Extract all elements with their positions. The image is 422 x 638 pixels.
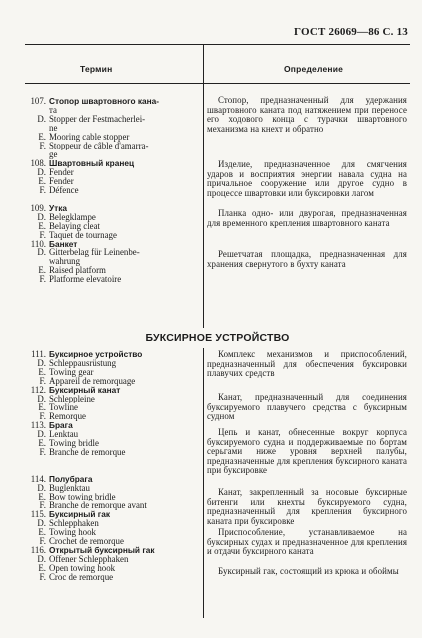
terms-table — [25, 44, 410, 618]
translation-text: Remorque — [49, 412, 86, 422]
translation-text: Fender — [49, 168, 74, 178]
language-code: D. — [37, 168, 46, 178]
definition-108: Изделие, предназначенное для смягчения ударов и восприятия энергии навала судна на причальное сооружение или другое судно в процессе швартовки или буксировки лагом — [207, 159, 407, 198]
definition-110: Решетчатая площадка, предназначенная для хранения свернутого в бухту каната — [207, 249, 407, 269]
term-entry — [25, 350, 200, 359]
translation-text: Belegklampe — [49, 212, 96, 222]
term-translation — [25, 248, 200, 257]
term-translation — [25, 403, 200, 412]
term-spacer — [25, 195, 200, 204]
language-code: F. — [39, 275, 46, 285]
term-russian: Буксирный канат — [49, 385, 121, 395]
term-russian: Брага — [49, 421, 73, 431]
translation-text: Branche de remorque avant — [49, 501, 147, 511]
term-number: 109. — [30, 203, 46, 213]
term-number: 108. — [30, 159, 46, 169]
translation-text: Fender — [49, 177, 74, 187]
language-code: F. — [39, 186, 46, 195]
term-translation — [25, 368, 200, 377]
term-russian: Банкет — [49, 239, 78, 249]
language-code: E. — [38, 563, 46, 573]
translation-text: Belaying cleat — [49, 221, 101, 231]
term-translation — [25, 528, 200, 537]
translation-text: Branche de remorque — [49, 447, 126, 457]
translation-text: Taquet de tournage — [49, 230, 117, 240]
language-code: F. — [39, 572, 46, 582]
language-code: E. — [38, 266, 46, 276]
term-translation — [25, 430, 200, 439]
term-translation — [25, 213, 200, 222]
term-entry — [25, 97, 200, 106]
term-translation — [25, 501, 200, 510]
definition-114: Канат, закрепленный за носовые буксирные битенги или кнехты буксируемого судна, предназначенный для крепления буксирного каната при буксировке — [207, 487, 407, 526]
language-code: E. — [38, 403, 46, 413]
translation-text: Schleppausrüstung — [49, 358, 117, 368]
term-continuation: wahrung — [49, 257, 81, 267]
language-code: D. — [37, 483, 46, 493]
term-russian: Полубрага — [49, 474, 93, 484]
language-code: D. — [37, 430, 46, 440]
term-number: 111. — [31, 350, 46, 359]
translation-text: Platforme elevatoire — [49, 275, 122, 285]
term-list-towing — [25, 350, 200, 582]
term-number: 110. — [30, 239, 46, 249]
translation-text: Appareil de remorquage — [49, 376, 136, 386]
term-number: 112. — [30, 385, 46, 395]
term-list-mooring — [25, 97, 200, 284]
translation-text: Schleppleine — [49, 394, 95, 404]
language-code: F. — [39, 501, 46, 511]
term-number: 107. — [30, 97, 46, 106]
term-russian: Открытый буксирный гак — [49, 545, 155, 555]
term-russian: Утка — [49, 203, 67, 213]
language-code: E. — [38, 367, 46, 377]
term-spacer — [25, 466, 200, 475]
language-code: E. — [38, 439, 46, 448]
term-number: 114. — [30, 474, 46, 484]
language-code: D. — [37, 248, 46, 258]
term-russian: Буксирный гак — [49, 510, 111, 520]
term-translation — [25, 564, 200, 573]
term-translation — [25, 412, 200, 421]
term-number: 116. — [30, 545, 46, 555]
column-header-term: Термин — [80, 64, 113, 74]
term-entry — [25, 240, 200, 249]
term-spacer — [25, 457, 200, 466]
language-code: D. — [37, 114, 46, 124]
term-translation — [25, 142, 200, 151]
term-translation — [25, 168, 200, 177]
term-continuation: ne — [49, 123, 58, 133]
translation-text: Schlepphaken — [49, 519, 99, 529]
term-translation — [25, 439, 200, 448]
term-russian: Швартовный кранец — [49, 159, 135, 169]
definition-111: Комплекс механизмов и приспособлений, предназначенный для обеспечения буксировки плавучих средств — [207, 349, 407, 378]
translation-text: Crochet de remorque — [49, 537, 124, 546]
translation-text: Stopper der Festmacherlei- — [49, 114, 146, 124]
term-translation — [25, 231, 200, 240]
translation-text: Défence — [49, 186, 79, 195]
term-russian: Буксирное устройство — [49, 350, 143, 359]
term-translation — [25, 519, 200, 528]
term-translation — [25, 555, 200, 564]
term-translation — [25, 537, 200, 546]
translation-text: Towline — [49, 403, 78, 413]
column-header-definition: Определение — [284, 64, 344, 74]
term-entry — [25, 204, 200, 213]
term-entry — [25, 546, 200, 555]
translation-text: Lenktau — [49, 430, 79, 440]
term-translation — [25, 222, 200, 231]
language-code: F. — [39, 141, 46, 151]
translation-text: Open towing hook — [49, 563, 116, 573]
term-translation — [25, 186, 200, 195]
translation-text: Stoppeur de câble d'amarra- — [49, 141, 149, 151]
language-code: F. — [39, 537, 46, 546]
term-translation — [25, 359, 200, 368]
section-title: БУКСИРНОЕ УСТРОЙСТВО — [25, 328, 410, 348]
translation-text: Towing gear — [49, 367, 94, 377]
term-translation — [25, 573, 200, 582]
header-bottom-rule — [25, 83, 410, 84]
term-russian: Стопор швартовного кана- — [49, 97, 160, 106]
definition-115: Приспособление, устанавливаемое на буксирных судах и предназначенное для крепления и отдачи буксирного каната — [207, 527, 407, 556]
term-entry — [25, 386, 200, 395]
language-code: F. — [39, 412, 46, 422]
language-code: F. — [39, 376, 46, 386]
language-code: D. — [37, 394, 46, 404]
translation-text: Towing bridle — [49, 439, 99, 448]
translation-text: Offener Schlepphaken — [49, 554, 129, 564]
language-code: E. — [38, 132, 46, 142]
term-translation — [25, 484, 200, 493]
term-translation — [25, 177, 200, 186]
language-code: D. — [37, 212, 46, 222]
term-continuation: та — [49, 105, 57, 115]
language-code: E. — [38, 492, 46, 502]
translation-text: Mooring cable stopper — [49, 132, 130, 142]
translation-text: Croc de remorque — [49, 572, 114, 582]
term-number: 113. — [30, 421, 46, 431]
definition-113: Цепь и канат, обнесенные вокруг корпуса буксируемого судна и поддерживаемые по бортам серьгами ниже уровня верхней палубы, предназначенные для крепления буксирного каната при буксировке — [207, 427, 407, 475]
language-code: F. — [39, 447, 46, 457]
term-translation — [25, 395, 200, 404]
term-entry — [25, 510, 200, 519]
term-number: 115. — [30, 510, 46, 520]
term-translation — [25, 448, 200, 457]
translation-text: Raised platform — [49, 266, 106, 276]
definition-109: Планка одно- или двурогая, предназначенная для временного крепления швартовного каната — [207, 208, 407, 228]
language-code: D. — [37, 554, 46, 564]
page-header: ГОСТ 26069—86 С. 13 — [294, 26, 408, 38]
language-code: E. — [38, 221, 46, 231]
language-code: F. — [39, 230, 46, 240]
translation-text: Gitterbelag für Leinenbe- — [49, 248, 140, 258]
term-translation — [25, 377, 200, 386]
definition-116: Буксирный гак, состоящий из крюка и обоймы — [218, 566, 399, 576]
table-top-rule — [25, 44, 410, 45]
definition-112: Канат, предназначенный для соединения буксируемого плавучего средства с буксирным судном — [207, 392, 407, 421]
translation-text: Bow towing bridle — [49, 492, 116, 502]
language-code: E. — [38, 177, 46, 187]
language-code: D. — [37, 358, 46, 368]
translation-text: Towing hook — [49, 528, 96, 538]
term-translation — [25, 115, 200, 124]
term-entry — [25, 421, 200, 430]
definition-107: Стопор, предназначенный для удержания швартовного каната под натяжением при переносе его ходового конца с турачки швартовного механизма на кнехт и обратно — [207, 95, 407, 134]
translation-text: Buglenktau — [49, 483, 90, 493]
term-translation — [25, 133, 200, 142]
term-continuation: ge — [49, 150, 58, 160]
term-translation — [25, 493, 200, 502]
term-translation — [25, 266, 200, 275]
language-code: E. — [38, 528, 46, 538]
term-entry — [25, 159, 200, 168]
language-code: D. — [37, 519, 46, 529]
term-translation — [25, 275, 200, 284]
term-entry — [25, 475, 200, 484]
